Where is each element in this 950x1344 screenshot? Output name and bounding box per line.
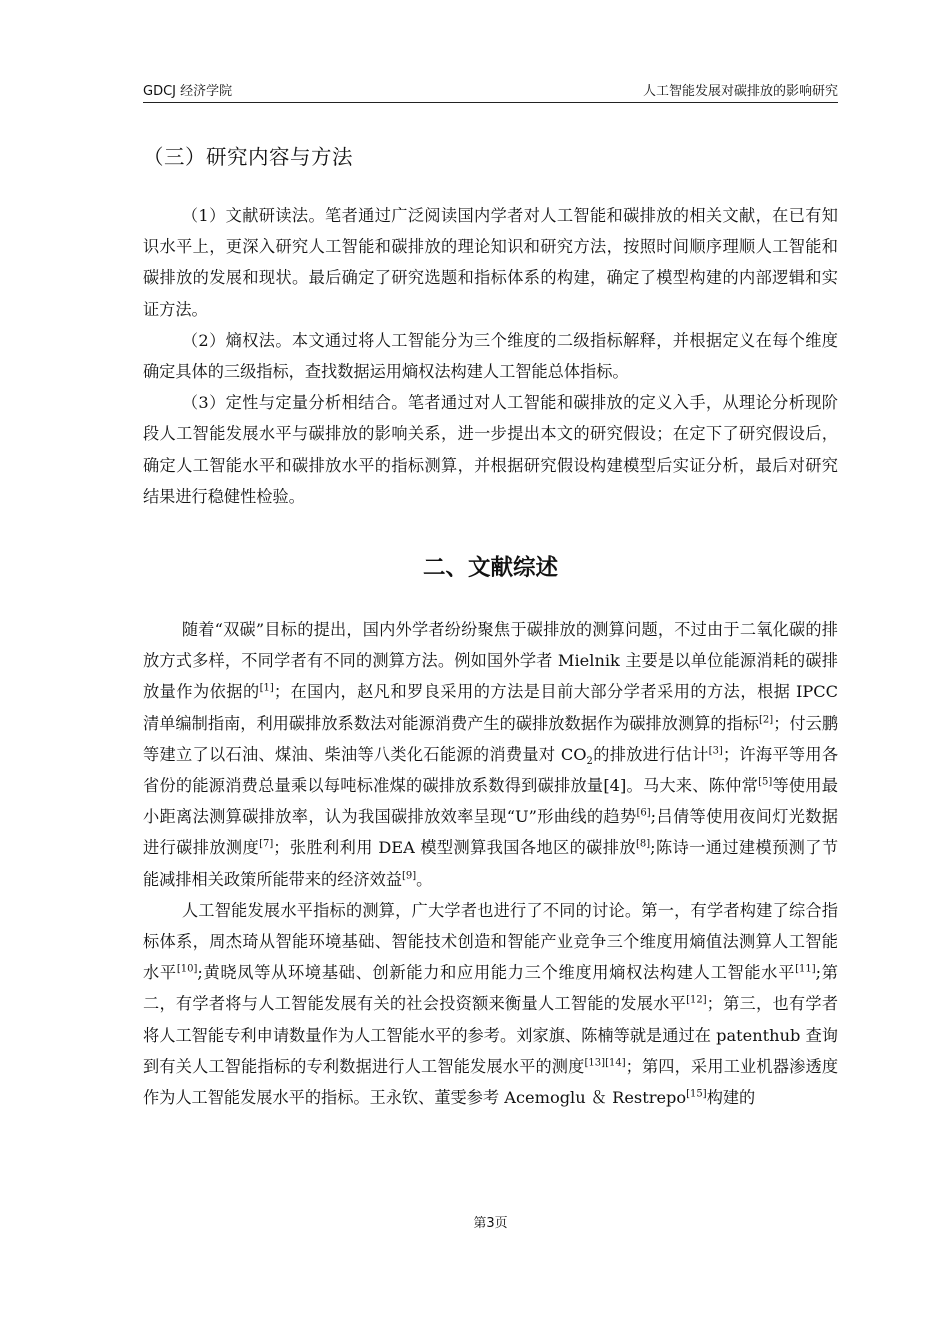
text-run: ；在国内，赵凡和罗良采用的方法是目前大部分学者采用的方法，根据 IPCC 清单编制指南，利用碳排放系数法对能源消费产生的碳排放数据作为碳排放测算的指标 [143, 682, 839, 733]
text-run: 随着“双碳”目标的提出，国内外学者纷纷聚焦于碳排放的测算问题，不过由于二氧化碳的排放方式多样，不同学者有不同的测算方法。例如国外学者 Mielnik 主要是以单位能源消耗的碳排放量作为依据的 [143, 620, 838, 702]
text-run: 。 [416, 869, 433, 889]
citation-6: [6] [636, 807, 651, 819]
paragraph-entropy-method: （2）熵权法。本文通过将人工智能分为三个维度的二级指标解释，并根据定义在每个维度确定具体的三级指标，查找数据运用熵权法构建人工智能总体指标。 [143, 330, 838, 382]
research-methods-body [143, 200, 838, 512]
paragraph-qualitative-quantitative: （3）定性与定量分析相结合。笔者通过对人工智能和碳排放的定义入手，从理论分析现阶段人工智能发展水平与碳排放的影响关系，进一步提出本文的研究假设；在定下了研究假设后，确定人工智能水平和碳排放水平的指标测算，并根据研究假设构建模型后实证分析，最后对研究结果进行稳健性检验。 [143, 393, 838, 506]
citation-5: [5] [758, 776, 773, 788]
text-run: ；张胜利利用 DEA 模型测算我国各地区的碳排放 [273, 838, 636, 858]
text-run: ；许海平等用各省份的能源消费总量乘以每吨标准煤的碳排放系数得到碳排放量[4]。马大来、陈仲常 [143, 744, 839, 796]
citation-2: [2] [759, 714, 774, 726]
text-run: 构建的 [706, 1088, 756, 1108]
text-run: ；付云鹏等建立了以石油、煤油、柴油等八类化石能源的消费量对 CO [143, 713, 839, 764]
section-heading-literature-review: 二、文献综述 [422, 555, 558, 581]
citation-10: [10] [176, 963, 198, 975]
paragraph-ai-measurement [143, 895, 838, 1113]
citation-9: [9] [402, 870, 417, 882]
text-run: ;陈诗一通过建模预测了节能减排相关政策所能带来的经济效益 [143, 838, 839, 889]
paragraph-literature-method: （1）文献研读法。笔者通过广泛阅读国内学者对人工智能和碳排放的相关文献，在已有知识水平上，更深入研究人工智能和碳排放的理论知识和研究方法，按照时间顺序理顺人工智能和碳排放的发展和现状。最后确定了研究选题和指标体系的构建，确定了模型构建的内部逻辑和实证方法。 [143, 206, 838, 319]
citation-1: [1] [259, 683, 274, 695]
text-run: ；第三，也有学者将人工智能专利申请数量作为人工智能水平的参考。刘家旗、陈楠等就是通过在 patenthub 查询到有关人工智能指标的专利数据进行人工智能发展水平的测度 [143, 994, 839, 1076]
text-run: ;吕倩等使用夜间灯光数据进行碳排放测度 [143, 807, 838, 858]
header-institution: GDCJ 经济学院 [143, 84, 233, 99]
section-heading-research-methods: （三）研究内容与方法 [143, 145, 353, 169]
literature-review-body [143, 614, 838, 1113]
text-run: 等使用最小距离法测算碳排放率，认为我国碳排放效率呈现“U”形曲线的趋势 [143, 776, 838, 827]
citation-12: [12] [686, 995, 707, 1007]
text-run: ；第四，采用工业机器渗透度作为人工智能发展水平的指标。王永钦、董雯参考 Acemoglu ＆ Restrepo [143, 1056, 839, 1108]
citation-7: [7] [259, 839, 274, 851]
text-run: ;黄晓凤等从环境基础、创新能力和应用能力三个维度用熵权法构建人工智能水平 [197, 963, 796, 983]
citation-14: [14] [605, 1057, 626, 1069]
page-header [143, 72, 838, 103]
citation-8: [8] [635, 839, 651, 851]
paragraph-carbon-measurement [143, 614, 838, 895]
header-paper-title: 人工智能发展对碳排放的影响研究 [642, 84, 838, 99]
text-run: 的排放进行估计 [592, 744, 709, 764]
page-number: 第3页 [473, 1216, 508, 1231]
citation-11: [11] [795, 963, 816, 975]
text-run: ;第二，有学者将与人工智能发展有关的社会投资额来衡量人工智能的发展水平 [143, 963, 838, 1014]
citation-13: [13] [584, 1057, 606, 1069]
co2-subscript: 2 [586, 756, 593, 768]
text-run: 人工智能发展水平指标的测算，广大学者也进行了不同的讨论。第一，有学者构建了综合指标体系，周杰琦从智能环境基础、智能技术创造和智能产业竞争三个维度用熵值法测算人工智能水平 [143, 900, 838, 983]
citation-15: [15] [686, 1088, 707, 1100]
citation-3: [3] [708, 745, 723, 757]
